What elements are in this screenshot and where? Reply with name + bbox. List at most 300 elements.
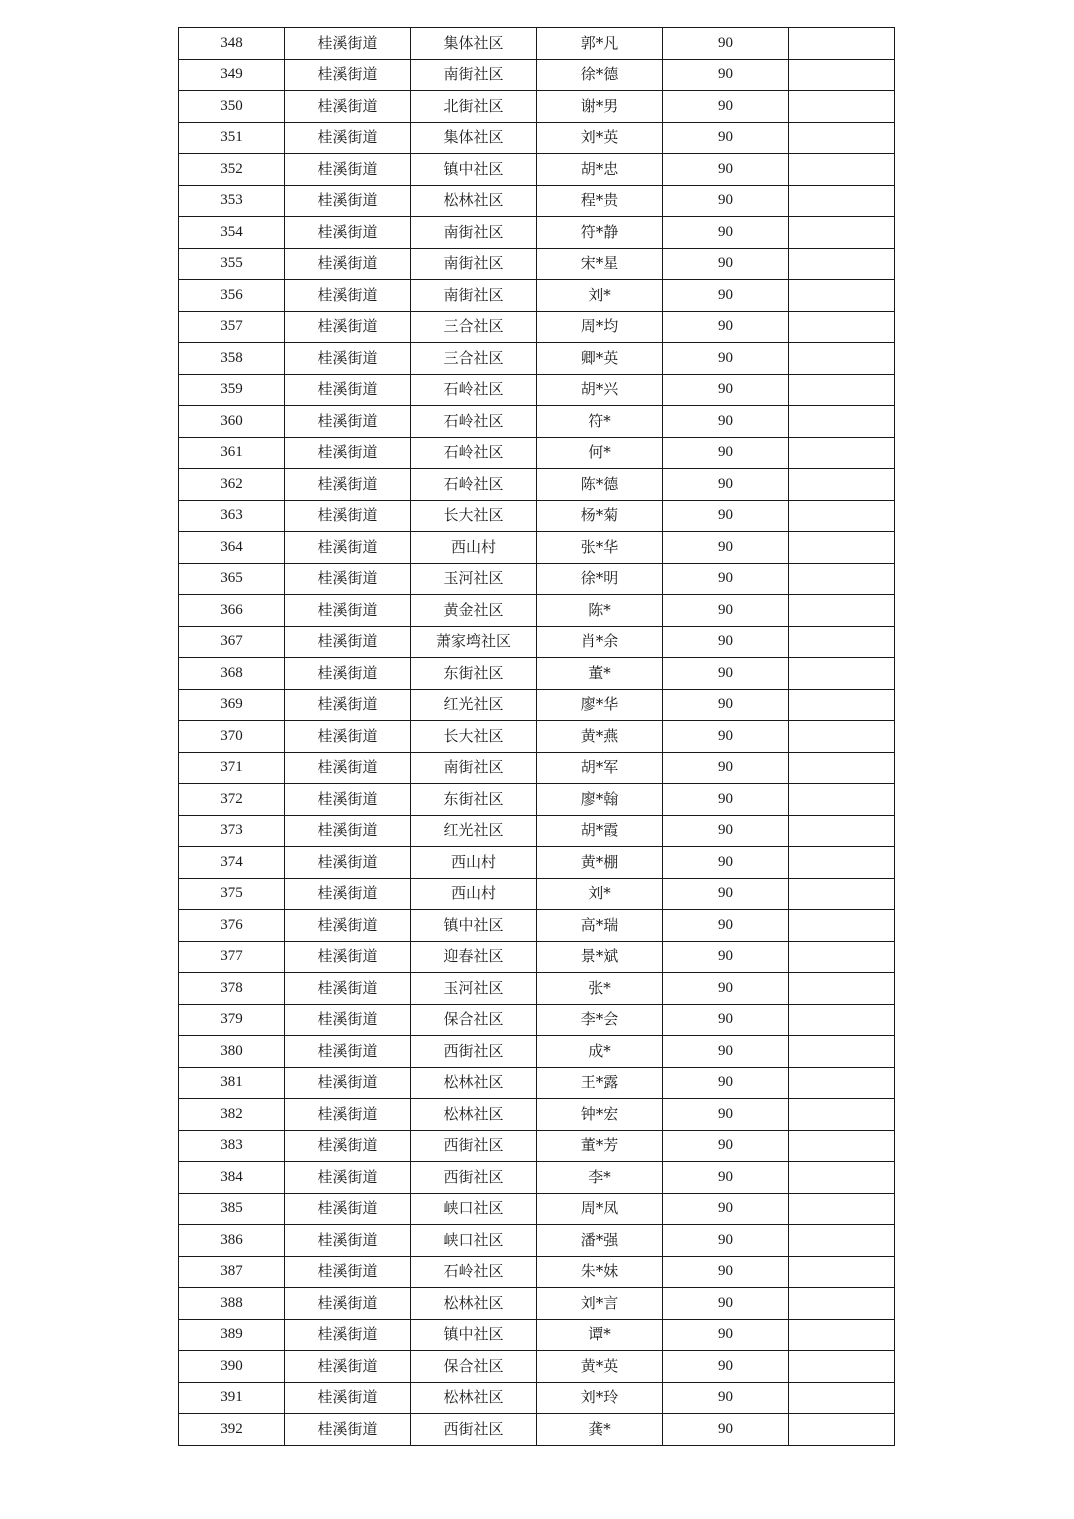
cell-score: 90 [663,563,789,595]
cell-street: 桂溪街道 [285,1067,411,1099]
cell-score: 90 [663,941,789,973]
table-row [179,469,895,501]
cell-serial-number: 391 [179,1382,285,1414]
cell-score: 90 [663,752,789,784]
cell-person-name: 刘* [537,878,663,910]
cell-serial-number: 378 [179,973,285,1005]
cell-serial-number: 385 [179,1193,285,1225]
cell-remark [789,626,895,658]
cell-street: 桂溪街道 [285,437,411,469]
cell-street: 桂溪街道 [285,1193,411,1225]
cell-remark [789,815,895,847]
table-row [179,1256,895,1288]
cell-street: 桂溪街道 [285,532,411,564]
cell-community: 南街社区 [411,217,537,249]
cell-serial-number: 377 [179,941,285,973]
cell-remark [789,532,895,564]
cell-community: 南街社区 [411,248,537,280]
cell-street: 桂溪街道 [285,1130,411,1162]
cell-score: 90 [663,1162,789,1194]
cell-street: 桂溪街道 [285,784,411,816]
cell-person-name: 张*华 [537,532,663,564]
cell-community: 峡口社区 [411,1225,537,1257]
cell-remark [789,1225,895,1257]
cell-serial-number: 355 [179,248,285,280]
cell-score: 90 [663,1288,789,1320]
cell-score: 90 [663,91,789,123]
cell-community: 镇中社区 [411,910,537,942]
cell-score: 90 [663,406,789,438]
cell-remark [789,1130,895,1162]
table-row [179,28,895,60]
cell-serial-number: 383 [179,1130,285,1162]
cell-score: 90 [663,311,789,343]
cell-community: 三合社区 [411,311,537,343]
cell-serial-number: 376 [179,910,285,942]
cell-person-name: 胡*忠 [537,154,663,186]
cell-person-name: 黄*燕 [537,721,663,753]
table-row [179,595,895,627]
cell-street: 桂溪街道 [285,374,411,406]
cell-person-name: 潘*强 [537,1225,663,1257]
table-row [179,878,895,910]
cell-person-name: 张* [537,973,663,1005]
table-row [179,91,895,123]
cell-remark [789,595,895,627]
cell-person-name: 高*瑞 [537,910,663,942]
cell-person-name: 郭*凡 [537,28,663,60]
cell-score: 90 [663,1256,789,1288]
cell-person-name: 董* [537,658,663,690]
cell-street: 桂溪街道 [285,910,411,942]
cell-community: 红光社区 [411,815,537,847]
cell-remark [789,721,895,753]
cell-remark [789,784,895,816]
cell-street: 桂溪街道 [285,1004,411,1036]
table-row [179,941,895,973]
cell-serial-number: 373 [179,815,285,847]
cell-serial-number: 366 [179,595,285,627]
cell-person-name: 董*芳 [537,1130,663,1162]
cell-serial-number: 365 [179,563,285,595]
cell-street: 桂溪街道 [285,752,411,784]
cell-community: 松林社区 [411,1288,537,1320]
cell-score: 90 [663,689,789,721]
cell-serial-number: 392 [179,1414,285,1446]
table-row [179,1162,895,1194]
cell-remark [789,878,895,910]
cell-remark [789,343,895,375]
cell-community: 西山村 [411,878,537,910]
table-row [179,217,895,249]
cell-community: 南街社区 [411,280,537,312]
roster-table-body [179,28,895,1446]
cell-street: 桂溪街道 [285,815,411,847]
cell-serial-number: 387 [179,1256,285,1288]
cell-remark [789,311,895,343]
table-row [179,563,895,595]
cell-serial-number: 356 [179,280,285,312]
cell-score: 90 [663,1225,789,1257]
table-row [179,311,895,343]
cell-community: 萧家塆社区 [411,626,537,658]
cell-person-name: 龚* [537,1414,663,1446]
cell-score: 90 [663,878,789,910]
cell-person-name: 黄*英 [537,1351,663,1383]
cell-serial-number: 367 [179,626,285,658]
cell-remark [789,154,895,186]
cell-street: 桂溪街道 [285,59,411,91]
table-row [179,658,895,690]
cell-score: 90 [663,1036,789,1068]
cell-remark [789,752,895,784]
cell-person-name: 宋*星 [537,248,663,280]
cell-remark [789,1382,895,1414]
cell-person-name: 周*均 [537,311,663,343]
cell-remark [789,941,895,973]
cell-score: 90 [663,1067,789,1099]
cell-serial-number: 359 [179,374,285,406]
table-row [179,973,895,1005]
cell-serial-number: 361 [179,437,285,469]
table-row [179,1288,895,1320]
cell-score: 90 [663,154,789,186]
cell-serial-number: 379 [179,1004,285,1036]
cell-remark [789,28,895,60]
cell-serial-number: 370 [179,721,285,753]
table-row [179,1036,895,1068]
cell-serial-number: 369 [179,689,285,721]
cell-street: 桂溪街道 [285,343,411,375]
cell-serial-number: 358 [179,343,285,375]
cell-community: 西街社区 [411,1036,537,1068]
cell-remark [789,1162,895,1194]
table-row [179,626,895,658]
cell-community: 南街社区 [411,59,537,91]
cell-street: 桂溪街道 [285,91,411,123]
cell-person-name: 李* [537,1162,663,1194]
cell-street: 桂溪街道 [285,1414,411,1446]
cell-remark [789,1067,895,1099]
cell-remark [789,1351,895,1383]
cell-community: 黄金社区 [411,595,537,627]
cell-community: 东街社区 [411,784,537,816]
cell-street: 桂溪街道 [285,878,411,910]
cell-remark [789,563,895,595]
cell-remark [789,500,895,532]
cell-community: 西街社区 [411,1414,537,1446]
cell-community: 西山村 [411,532,537,564]
cell-score: 90 [663,1382,789,1414]
table-row [179,248,895,280]
cell-serial-number: 386 [179,1225,285,1257]
cell-street: 桂溪街道 [285,563,411,595]
cell-serial-number: 350 [179,91,285,123]
table-row [179,910,895,942]
cell-street: 桂溪街道 [285,500,411,532]
cell-serial-number: 360 [179,406,285,438]
cell-score: 90 [663,1414,789,1446]
cell-remark [789,973,895,1005]
cell-score: 90 [663,469,789,501]
cell-serial-number: 384 [179,1162,285,1194]
table-row [179,1067,895,1099]
cell-serial-number: 382 [179,1099,285,1131]
cell-person-name: 徐*明 [537,563,663,595]
cell-community: 东街社区 [411,658,537,690]
cell-remark [789,217,895,249]
cell-score: 90 [663,973,789,1005]
table-row [179,374,895,406]
cell-remark [789,91,895,123]
cell-community: 石岭社区 [411,406,537,438]
table-row [179,122,895,154]
cell-community: 松林社区 [411,1382,537,1414]
cell-street: 桂溪街道 [285,1036,411,1068]
cell-serial-number: 363 [179,500,285,532]
cell-serial-number: 388 [179,1288,285,1320]
cell-person-name: 陈*德 [537,469,663,501]
cell-community: 石岭社区 [411,1256,537,1288]
cell-street: 桂溪街道 [285,1351,411,1383]
cell-serial-number: 389 [179,1319,285,1351]
cell-serial-number: 390 [179,1351,285,1383]
cell-remark [789,374,895,406]
cell-serial-number: 380 [179,1036,285,1068]
cell-person-name: 廖*华 [537,689,663,721]
cell-street: 桂溪街道 [285,658,411,690]
cell-score: 90 [663,28,789,60]
cell-person-name: 刘*玲 [537,1382,663,1414]
cell-community: 北街社区 [411,91,537,123]
roster-table [178,27,895,1446]
cell-person-name: 刘* [537,280,663,312]
cell-community: 西山村 [411,847,537,879]
cell-score: 90 [663,217,789,249]
cell-remark [789,248,895,280]
cell-score: 90 [663,532,789,564]
cell-person-name: 胡*兴 [537,374,663,406]
cell-remark [789,910,895,942]
cell-community: 石岭社区 [411,469,537,501]
cell-score: 90 [663,910,789,942]
cell-person-name: 周*凤 [537,1193,663,1225]
cell-remark [789,1193,895,1225]
cell-community: 西街社区 [411,1130,537,1162]
cell-street: 桂溪街道 [285,217,411,249]
cell-street: 桂溪街道 [285,154,411,186]
cell-community: 玉河社区 [411,973,537,1005]
cell-community: 西街社区 [411,1162,537,1194]
cell-remark [789,469,895,501]
cell-community: 南街社区 [411,752,537,784]
cell-community: 松林社区 [411,1067,537,1099]
cell-score: 90 [663,374,789,406]
cell-score: 90 [663,437,789,469]
cell-street: 桂溪街道 [285,721,411,753]
cell-street: 桂溪街道 [285,595,411,627]
cell-person-name: 朱*妹 [537,1256,663,1288]
cell-remark [789,1256,895,1288]
cell-community: 迎春社区 [411,941,537,973]
cell-score: 90 [663,343,789,375]
cell-score: 90 [663,595,789,627]
cell-community: 玉河社区 [411,563,537,595]
cell-score: 90 [663,59,789,91]
table-row [179,721,895,753]
cell-serial-number: 351 [179,122,285,154]
table-row [179,437,895,469]
cell-street: 桂溪街道 [285,122,411,154]
cell-street: 桂溪街道 [285,1099,411,1131]
cell-community: 镇中社区 [411,1319,537,1351]
cell-score: 90 [663,784,789,816]
table-row [179,343,895,375]
cell-street: 桂溪街道 [285,280,411,312]
cell-person-name: 廖*翰 [537,784,663,816]
cell-person-name: 杨*菊 [537,500,663,532]
cell-community: 保合社区 [411,1351,537,1383]
cell-score: 90 [663,248,789,280]
cell-serial-number: 371 [179,752,285,784]
table-row [179,1414,895,1446]
cell-person-name: 黄*棚 [537,847,663,879]
cell-score: 90 [663,1193,789,1225]
cell-remark [789,280,895,312]
cell-street: 桂溪街道 [285,1256,411,1288]
cell-serial-number: 368 [179,658,285,690]
cell-serial-number: 354 [179,217,285,249]
cell-remark [789,1099,895,1131]
cell-score: 90 [663,721,789,753]
cell-remark [789,1288,895,1320]
cell-person-name: 刘*言 [537,1288,663,1320]
cell-remark [789,1414,895,1446]
cell-person-name: 何* [537,437,663,469]
cell-person-name: 刘*英 [537,122,663,154]
cell-remark [789,406,895,438]
cell-score: 90 [663,658,789,690]
cell-person-name: 徐*德 [537,59,663,91]
cell-person-name: 景*斌 [537,941,663,973]
cell-remark [789,1319,895,1351]
cell-street: 桂溪街道 [285,1382,411,1414]
cell-street: 桂溪街道 [285,248,411,280]
cell-remark [789,1004,895,1036]
cell-score: 90 [663,1319,789,1351]
cell-community: 长大社区 [411,721,537,753]
cell-score: 90 [663,847,789,879]
cell-remark [789,847,895,879]
cell-community: 石岭社区 [411,374,537,406]
table-row [179,500,895,532]
table-row [179,847,895,879]
cell-person-name: 谭* [537,1319,663,1351]
table-row [179,689,895,721]
cell-serial-number: 375 [179,878,285,910]
table-row [179,154,895,186]
cell-serial-number: 353 [179,185,285,217]
table-row [179,1130,895,1162]
cell-remark [789,437,895,469]
table-row [179,1193,895,1225]
cell-street: 桂溪街道 [285,28,411,60]
cell-street: 桂溪街道 [285,311,411,343]
cell-score: 90 [663,626,789,658]
table-row [179,784,895,816]
cell-street: 桂溪街道 [285,1319,411,1351]
cell-street: 桂溪街道 [285,406,411,438]
table-row [179,1319,895,1351]
cell-score: 90 [663,280,789,312]
cell-person-name: 符* [537,406,663,438]
table-row [179,406,895,438]
table-row [179,1351,895,1383]
cell-serial-number: 357 [179,311,285,343]
cell-street: 桂溪街道 [285,847,411,879]
cell-community: 石岭社区 [411,437,537,469]
table-row [179,1225,895,1257]
cell-community: 松林社区 [411,185,537,217]
cell-person-name: 卿*英 [537,343,663,375]
cell-serial-number: 381 [179,1067,285,1099]
table-row [179,59,895,91]
cell-person-name: 肖*余 [537,626,663,658]
cell-person-name: 成* [537,1036,663,1068]
cell-street: 桂溪街道 [285,941,411,973]
cell-score: 90 [663,500,789,532]
cell-serial-number: 372 [179,784,285,816]
table-row [179,280,895,312]
cell-score: 90 [663,815,789,847]
cell-score: 90 [663,1130,789,1162]
table-row [179,752,895,784]
cell-street: 桂溪街道 [285,185,411,217]
cell-person-name: 胡*军 [537,752,663,784]
cell-person-name: 程*贵 [537,185,663,217]
cell-remark [789,658,895,690]
cell-person-name: 谢*男 [537,91,663,123]
table-row [179,185,895,217]
cell-street: 桂溪街道 [285,973,411,1005]
cell-remark [789,689,895,721]
table-row [179,1382,895,1414]
cell-person-name: 胡*霞 [537,815,663,847]
cell-serial-number: 352 [179,154,285,186]
table-row [179,815,895,847]
cell-score: 90 [663,185,789,217]
cell-community: 峡口社区 [411,1193,537,1225]
cell-remark [789,122,895,154]
cell-person-name: 王*露 [537,1067,663,1099]
cell-person-name: 钟*宏 [537,1099,663,1131]
cell-street: 桂溪街道 [285,469,411,501]
cell-score: 90 [663,122,789,154]
cell-community: 松林社区 [411,1099,537,1131]
cell-street: 桂溪街道 [285,1225,411,1257]
cell-community: 集体社区 [411,122,537,154]
cell-serial-number: 362 [179,469,285,501]
cell-person-name: 符*静 [537,217,663,249]
cell-community: 集体社区 [411,28,537,60]
cell-remark [789,59,895,91]
cell-street: 桂溪街道 [285,1288,411,1320]
cell-street: 桂溪街道 [285,1162,411,1194]
cell-street: 桂溪街道 [285,626,411,658]
cell-community: 三合社区 [411,343,537,375]
cell-serial-number: 348 [179,28,285,60]
cell-community: 保合社区 [411,1004,537,1036]
